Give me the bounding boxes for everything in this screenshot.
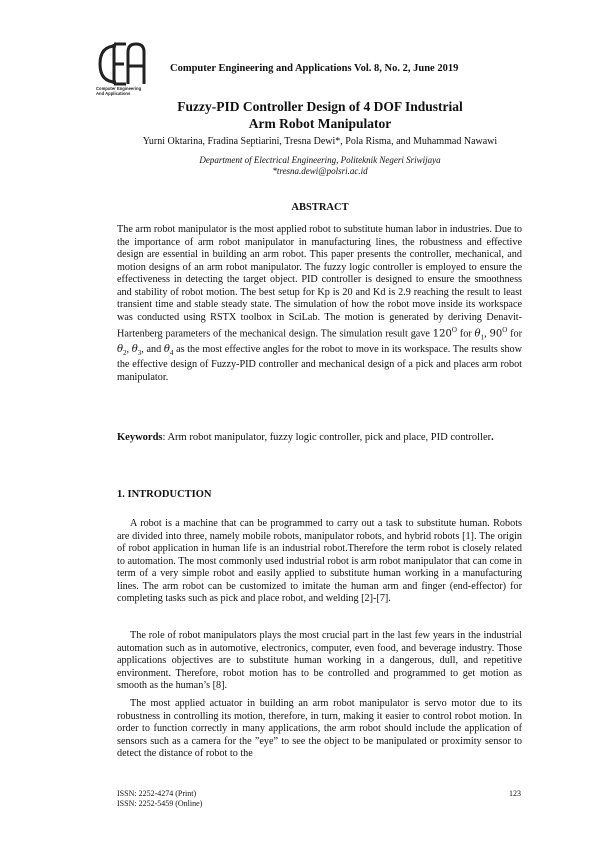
section-heading-introduction: 1. INTRODUCTION bbox=[117, 489, 212, 500]
for-text-2: for bbox=[507, 328, 522, 340]
journal-header: Computer Engineering and Applications Vol. 8, No. 2, June 2019 bbox=[170, 63, 459, 74]
keywords bbox=[117, 431, 522, 445]
keywords-label: Keywords bbox=[117, 432, 163, 443]
issn-online: ISSN: 2252-5459 (Online) bbox=[117, 799, 203, 808]
logo-caption-line-1: Computer Engineering bbox=[96, 86, 142, 91]
abstract-heading: ABSTRACT bbox=[291, 202, 349, 213]
intro-paragraph-2: The role of robot manipulators plays the most crucial part in the last few years in the industrial automation such as in automotive, electronics, computer, even food, and beverage industry. Those applications objectives are to substitute human working in a dangerous, dull, and repetitive environment. Therefore, robot motion has to be controlled and programmed to get motion as smooth as the human’s [8]. bbox=[117, 630, 522, 691]
keywords-end: . bbox=[491, 432, 494, 443]
logo-caption-line-2: And Applications bbox=[96, 91, 131, 96]
and-text: , and bbox=[141, 343, 164, 355]
abstract-text-1: The arm robot manipulator is the most applied robot to substitute human labor in industries. Due to the importance of arm robot manipulator in manufacturing lines, the robustness and effective design are essential in building an arm robot. This paper presents the controller, mechanical, and motion designs of an arm robot manipulator. The fuzzy logic controller is employed to ensure the effectiveness in detecting the target object. PID controller is designed to ensure the smoothness and stability of robot motion. The best setup for Kp is 20 and Kd is 2.9 reaching the result to least transient time and stable steady state. The simulation of how the robot move inside its workspace was conducted using RSTX toolbox in SciLab. The motion is generated by deriving Denavit-Hartenberg parameters of the mechanical design. The simulation result gave bbox=[117, 224, 522, 340]
logo-caption bbox=[96, 86, 141, 96]
angle-value-2: 90 bbox=[489, 328, 503, 340]
intro-paragraph-3: The most applied actuator in building an arm robot manipulator is servo motor due to its robustness in controlling its motion, therefore, in turn, making it easier to control robot motion. In order to function correctly in many applications, the arm robot should include the application of sensors such as a camera for the ”eye” to see the object to be manipulated or proximity sensor to detect the distance of robot to the bbox=[117, 698, 522, 759]
author-list: Yurni Oktarina, Fradina Septiarini, Tresna Dewi*, Pola Risma, and Muhammad Nawawi bbox=[142, 136, 498, 147]
degree-mark-1: O bbox=[451, 326, 457, 334]
for-text-1: for bbox=[456, 328, 475, 340]
page-number: 123 bbox=[509, 789, 521, 798]
paper-title-line-2: Arm Robot Manipulator bbox=[248, 116, 392, 131]
abstract-body bbox=[117, 224, 522, 384]
intro-paragraph-1: A robot is a machine that can be programmed to carry out a task to substitute human. Robots are divided into three, namely mobile robots, manipulator robots, and hybrid robots [1]. The origin of robot application in human life is an industrial robot.Therefore the term robot is closely related to automation. The most commonly used industrial robot is arm robot manipulator that can come in term of a very simple robot and easily applied to substitute human working in a manufacturing lines. The arm robot can be customized to imitate the human arm and finger (end-effector) for completing tasks such as pick and place robot, and welding [2]-[7]. bbox=[117, 518, 522, 604]
theta-4-subscript: 4 bbox=[169, 348, 174, 357]
keywords-text: : Arm robot manipulator, fuzzy logic controller, pick and place, PID controller bbox=[162, 432, 492, 443]
theta-1-subscript: 1 bbox=[480, 333, 485, 342]
separator-1: , bbox=[484, 328, 490, 340]
affiliation: Department of Electrical Engineering, Politeknik Negeri Sriwijaya bbox=[199, 155, 441, 165]
angle-value-1: 120 bbox=[432, 328, 452, 340]
separator-2: , bbox=[126, 343, 132, 355]
theta-3: θ bbox=[131, 343, 138, 355]
cea-logo-icon bbox=[96, 40, 158, 88]
theta-2: θ bbox=[117, 343, 124, 355]
theta-4: θ bbox=[163, 343, 170, 355]
theta-1: θ bbox=[474, 328, 481, 340]
theta-3-subscript: 3 bbox=[137, 348, 142, 357]
paper-title-line-1: Fuzzy-PID Controller Design of 4 DOF Industrial bbox=[177, 99, 463, 114]
abstract-text-2: as the most effective angles for the robot to move in its workspace. The results show the effective design of Fuzzy-PID controller and mechanical design of a pick and places arm robot manipulator. bbox=[117, 343, 523, 383]
theta-2-subscript: 2 bbox=[123, 348, 127, 357]
degree-mark-2: O bbox=[502, 326, 508, 334]
corresponding-email: *tresna.dewi@polsri.ac.id bbox=[272, 166, 368, 176]
issn-print: ISSN: 2252-4274 (Print) bbox=[117, 789, 197, 798]
